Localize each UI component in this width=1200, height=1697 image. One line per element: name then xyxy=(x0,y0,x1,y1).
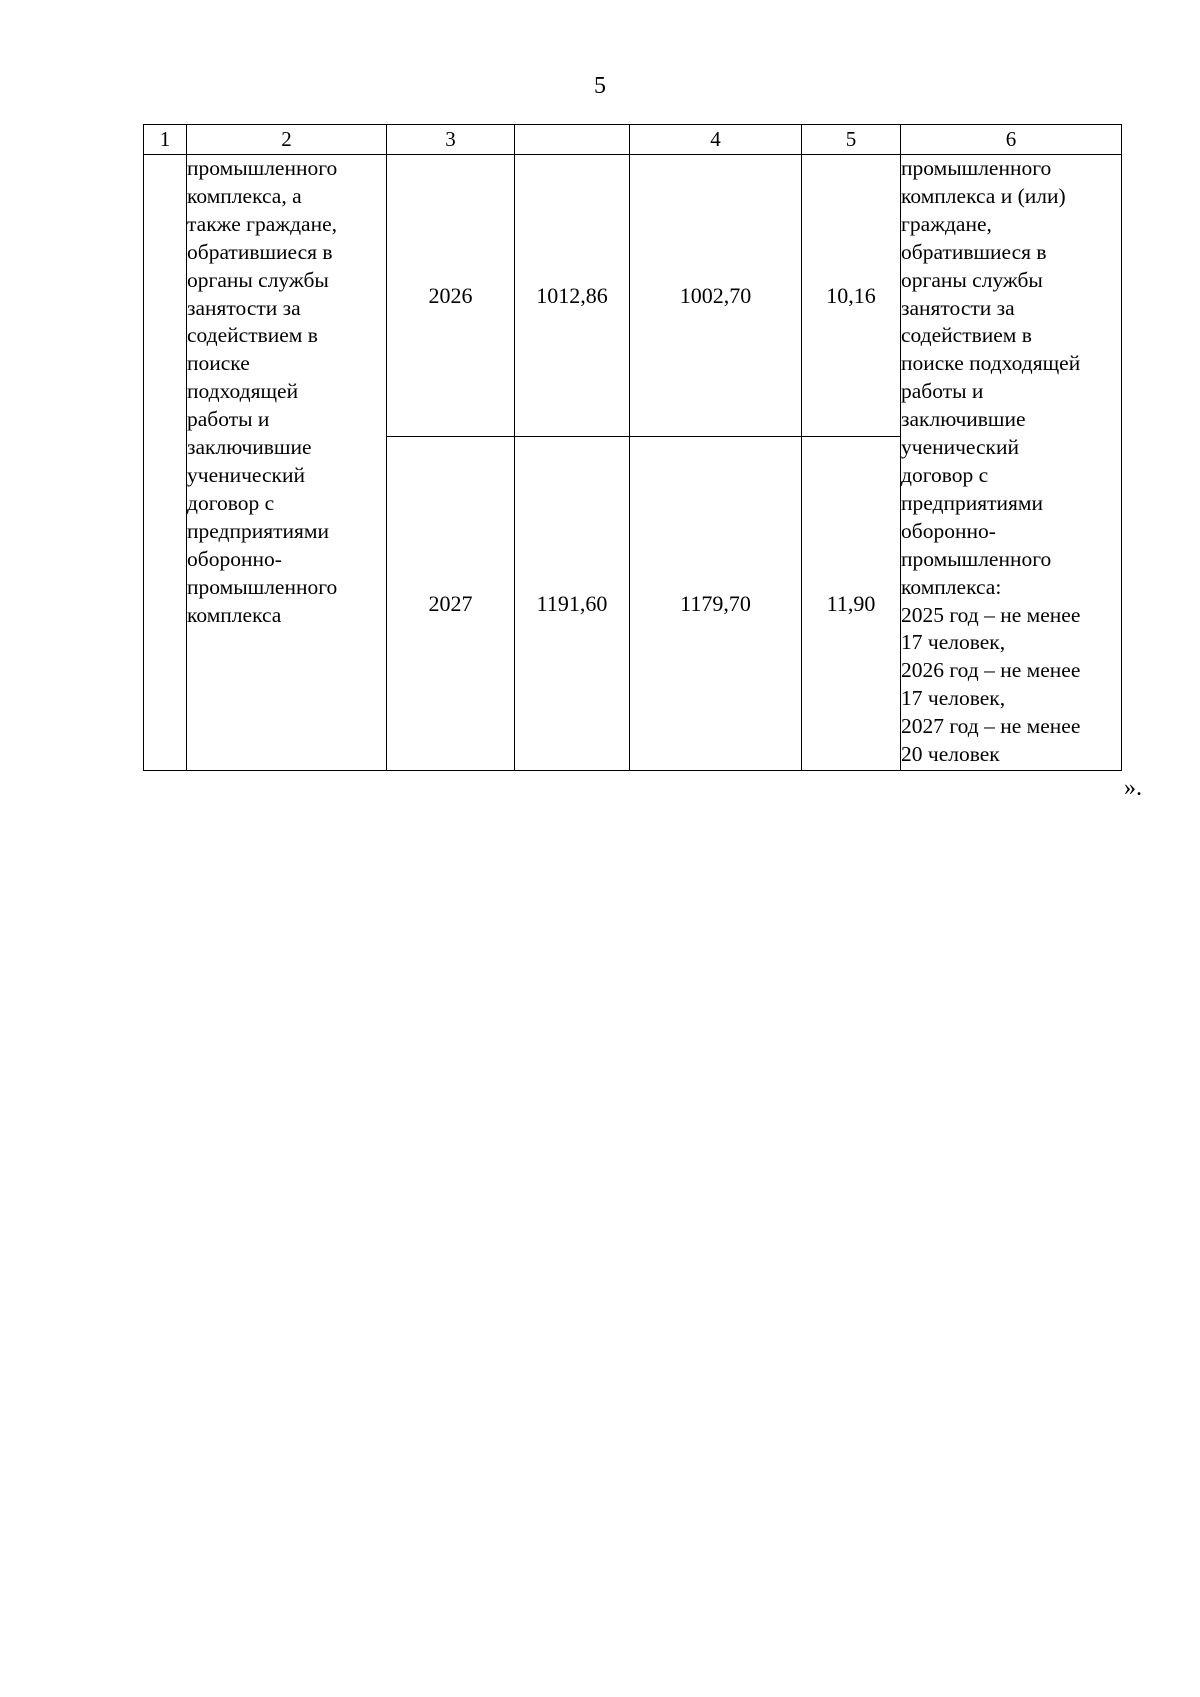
col6-line: 17 человек, xyxy=(901,686,1006,711)
col6-line: 2027 год – не менее xyxy=(901,714,1081,739)
col6-line: комплекса и (или) xyxy=(901,183,1066,208)
value-cell: 11,90 xyxy=(802,437,901,771)
header-cell: 3 xyxy=(387,125,515,155)
col6-line: ученический xyxy=(901,435,1020,460)
col6-line: 20 человек xyxy=(901,742,1000,767)
col6-line: договор с xyxy=(901,462,989,487)
col6-line: заключившие xyxy=(901,407,1026,432)
col6-line: обратившиеся в xyxy=(901,239,1047,264)
header-cell: 5 xyxy=(802,125,901,155)
col2-line: обратившиеся в xyxy=(187,239,333,264)
page-number: 5 xyxy=(594,73,606,99)
col6-line: комплекса: xyxy=(901,574,1002,599)
header-cell: 4 xyxy=(630,125,802,155)
col2-line: промышленного xyxy=(187,574,338,599)
col6-line: поиске подходящей xyxy=(901,351,1081,376)
col2-line: промышленного xyxy=(187,156,338,180)
col2-line: оборонно- xyxy=(187,546,282,571)
year-cell: 2026 xyxy=(387,155,515,437)
col6-line: содействием в xyxy=(901,323,1032,348)
col6-line: работы и xyxy=(901,379,984,404)
col2-description xyxy=(187,155,387,771)
col6-line: органы службы xyxy=(901,267,1043,292)
col2-line: работы и xyxy=(187,407,270,432)
col6-line: 17 человек, xyxy=(901,630,1006,655)
col6-line: оборонно- xyxy=(901,518,996,543)
col2-line: органы службы xyxy=(187,267,329,292)
col6-description xyxy=(901,155,1122,771)
col2-line: предприятиями xyxy=(187,518,330,543)
col6-line: 2025 год – не менее xyxy=(901,602,1081,627)
col2-line: подходящей xyxy=(187,379,299,404)
col6-line: 2026 год – не менее xyxy=(901,658,1081,683)
value-cell: 1191,60 xyxy=(515,437,630,771)
col2-line: комплекса, а xyxy=(187,183,302,208)
col2-line: договор с xyxy=(187,490,275,515)
col2-line: содействием в xyxy=(187,323,318,348)
header-cell: 1 xyxy=(144,125,187,155)
table-row xyxy=(144,155,1122,437)
header-row xyxy=(144,125,1122,155)
col1-cell xyxy=(144,155,187,771)
col6-line: промышленного xyxy=(901,546,1052,571)
data-table xyxy=(143,124,1122,771)
value-cell: 1179,70 xyxy=(630,437,802,771)
col6-line: занятости за xyxy=(901,295,1015,320)
col2-line: комплекса xyxy=(187,602,282,627)
col2-line: поиске xyxy=(187,351,250,376)
value-cell: 10,16 xyxy=(802,155,901,437)
closing-quote: ». xyxy=(1124,775,1142,801)
col6-line: предприятиями xyxy=(901,490,1044,515)
header-cell xyxy=(515,125,630,155)
col2-line: занятости за xyxy=(187,295,301,320)
value-cell: 1002,70 xyxy=(630,155,802,437)
year-cell: 2027 xyxy=(387,437,515,771)
col2-line: также граждане, xyxy=(187,211,338,236)
col2-line: заключившие xyxy=(187,435,312,460)
col2-line: ученический xyxy=(187,462,306,487)
header-cell: 2 xyxy=(187,125,387,155)
value-cell: 1012,86 xyxy=(515,155,630,437)
header-cell: 6 xyxy=(901,125,1122,155)
col6-line: промышленного xyxy=(901,156,1052,180)
col6-line: граждане, xyxy=(901,211,992,236)
